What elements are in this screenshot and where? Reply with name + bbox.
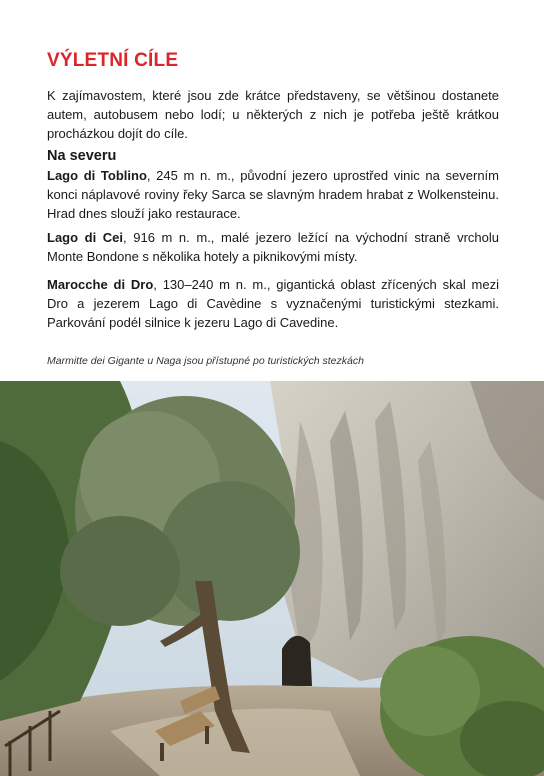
photo-caption: Marmitte dei Gigante u Naga jsou přístupné po turistických stezkách — [47, 355, 364, 367]
landscape-photo — [0, 381, 544, 776]
entry-name: Marocche di Dro — [47, 277, 154, 292]
entry-name: Lago di Toblino — [47, 168, 147, 183]
entry-marocche-di-dro — [47, 275, 499, 332]
entry-lago-di-cei — [47, 228, 499, 266]
intro-paragraph: K zajímavostem, které jsou zde krátce představeny, se většinou dostanete autem, autobusem nebo lodí; u některých z nich je potřeba ještě krátkou procházkou dojít do cíle. — [47, 88, 499, 141]
page-title: VÝLETNÍ CÍLE — [47, 50, 179, 71]
entry-text: , 130–240 m n. m., gigantická oblast zřícených skal mezi Dro a jezerem Lago di Cavèdine s vyznačenými turistickými stezkami. Parkování podél silnice k jezeru Lago di Cavedine. — [47, 277, 499, 330]
entry-name: Lago di Cei — [47, 230, 124, 245]
entry-text: , 245 m n. m., původní jezero uprostřed vinic na severním konci náplavové roviny řeky Sarca se slavným hradem hrabat z Wolkensteinu. Hrad dnes slouží jako restaurace. — [47, 168, 499, 221]
entry-lago-di-toblino — [47, 166, 499, 223]
entry-text: , 916 m n. m., malé jezero ležící na východní straně vrcholu Monte Bondone s několika hotely a piknikovými místy. — [47, 230, 500, 264]
section-heading: Na severu — [47, 148, 117, 164]
